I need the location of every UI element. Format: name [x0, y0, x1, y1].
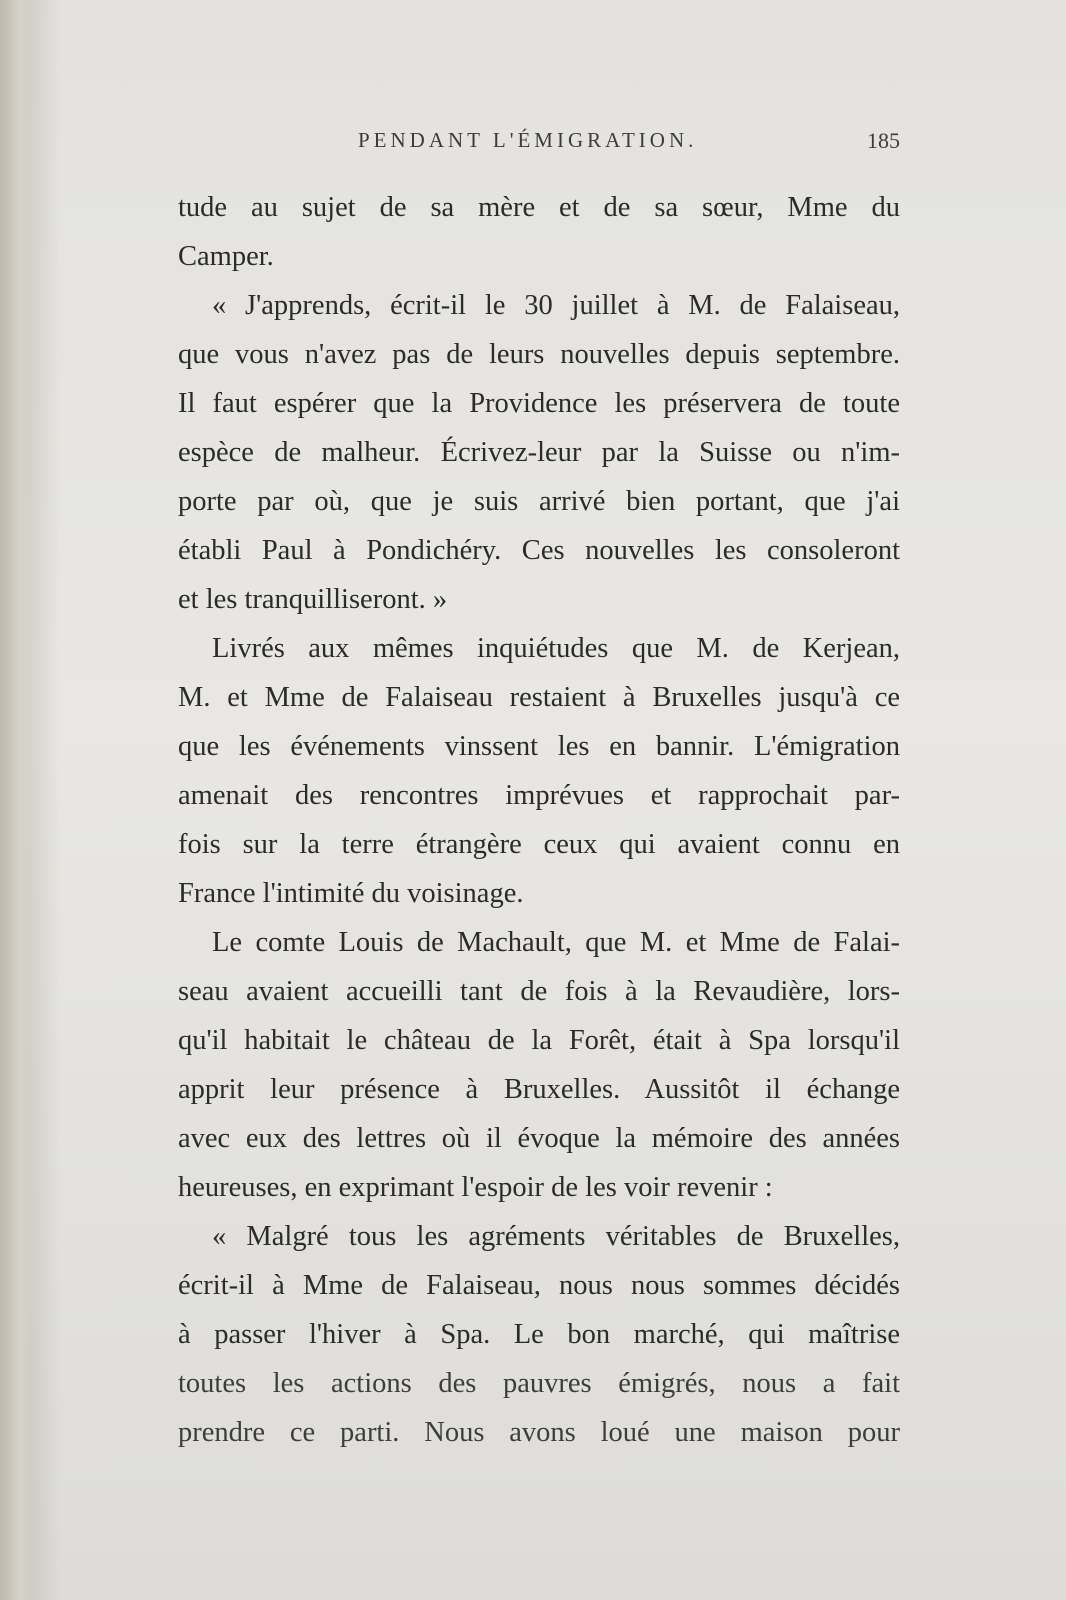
text-line: Le comte Louis de Machault, que M. et Mme de Falai- [212, 927, 900, 958]
text-line: Il faut espérer que la Providence les préservera de toute [178, 388, 900, 419]
text-line: France l'intimité du voisinage. [178, 878, 524, 909]
text-line: tude au sujet de sa mère et de sa sœur, Mme du [178, 192, 900, 223]
text-line: fois sur la terre étrangère ceux qui avaient connu en [178, 829, 900, 860]
body-text [178, 183, 900, 1457]
text-line: que vous n'avez pas de leurs nouvelles depuis septembre. [178, 339, 900, 370]
text-line: qu'il habitait le château de la Forêt, était à Spa lorsqu'il [178, 1025, 900, 1056]
page-gutter [0, 0, 34, 1600]
text-line: seau avaient accueilli tant de fois à la Revaudière, lors- [178, 976, 900, 1007]
text-line: « J'apprends, écrit-il le 30 juillet à M. de Falaiseau, [212, 290, 900, 321]
text-line: Camper. [178, 241, 274, 272]
text-line: que les événements vinssent les en bannir. L'émigration [178, 731, 900, 762]
text-line: « Malgré tous les agréments véritables de Bruxelles, [212, 1221, 900, 1252]
text-line: établi Paul à Pondichéry. Ces nouvelles les consoleront [178, 535, 900, 566]
text-line: Livrés aux mêmes inquiétudes que M. de Kerjean, [212, 633, 900, 664]
page-number: 185 [867, 128, 900, 153]
running-title: PENDANT L'ÉMIGRATION. [358, 128, 698, 152]
text-line: M. et Mme de Falaiseau restaient à Bruxelles jusqu'à ce [178, 682, 900, 713]
text-line: prendre ce parti. Nous avons loué une maison pour [178, 1417, 900, 1448]
text-line: porte par où, que je suis arrivé bien portant, que j'ai [178, 486, 900, 517]
text-line: toutes les actions des pauvres émigrés, nous a fait [178, 1368, 900, 1399]
text-line: amenait des rencontres imprévues et rapprochait par- [178, 780, 900, 811]
text-line: écrit-il à Mme de Falaiseau, nous nous sommes décidés [178, 1270, 900, 1301]
text-line: à passer l'hiver à Spa. Le bon marché, qui maîtrise [178, 1319, 900, 1350]
text-line: heureuses, en exprimant l'espoir de les voir revenir : [178, 1172, 773, 1203]
text-line: apprit leur présence à Bruxelles. Aussitôt il échange [178, 1074, 900, 1105]
text-line: avec eux des lettres où il évoque la mémoire des années [178, 1123, 900, 1154]
text-line: espèce de malheur. Écrivez-leur par la Suisse ou n'im- [178, 437, 900, 468]
running-head [178, 128, 900, 162]
text-line: et les tranquilliseront. » [178, 584, 448, 615]
